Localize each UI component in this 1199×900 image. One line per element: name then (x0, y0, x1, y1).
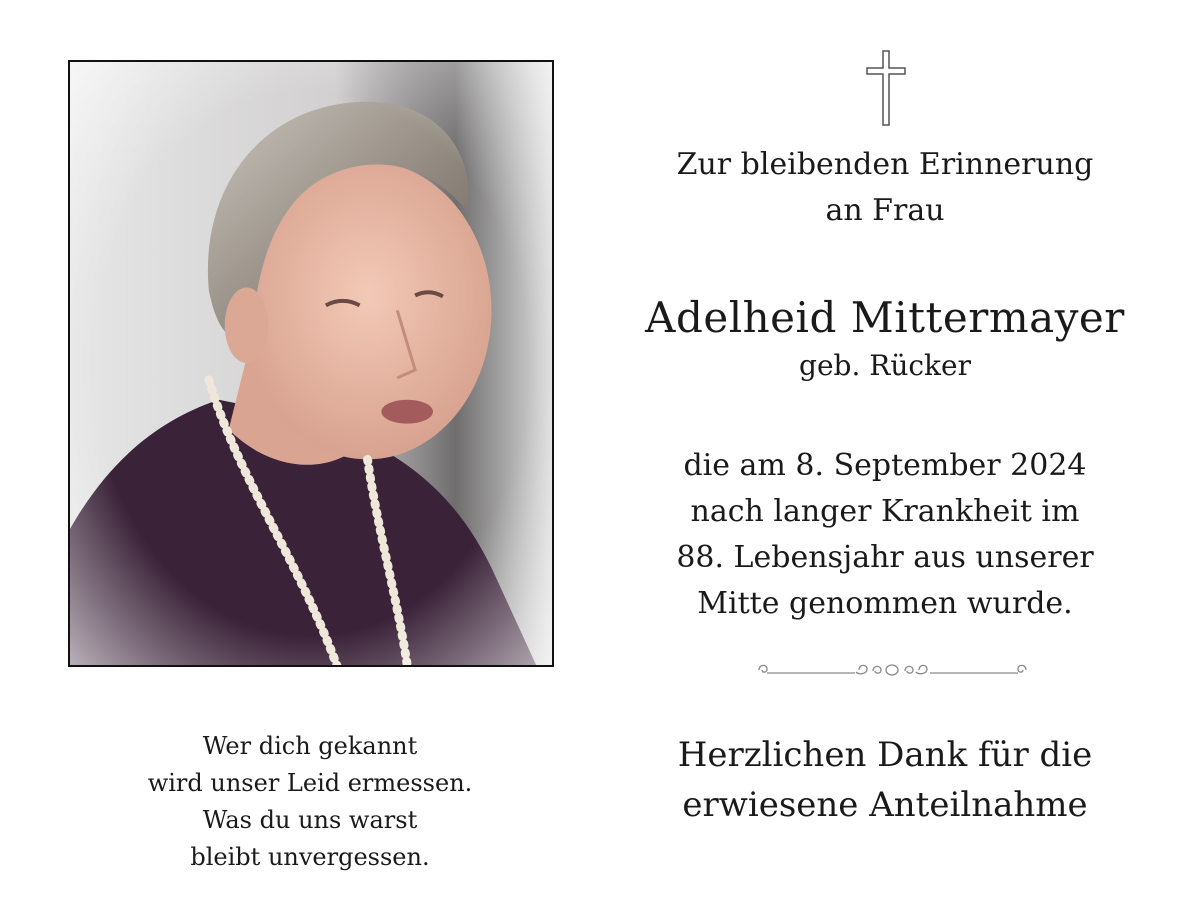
portrait-photo (68, 60, 554, 667)
maiden-name: geb. Rücker (799, 349, 971, 382)
death-line: die am 8. September 2024 (683, 448, 1087, 483)
intro-line: Zur bleibenden Erinnerung (676, 147, 1094, 182)
intro-line: an Frau (825, 193, 945, 228)
thanks-text (620, 730, 1150, 830)
thanks-line: Herzlichen Dank für die (677, 735, 1093, 775)
death-line: nach langer Krankheit im (690, 494, 1080, 529)
death-line: 88. Lebensjahr aus unserer (676, 540, 1094, 575)
deceased-name: Adelheid Mittermayer (645, 293, 1125, 342)
thanks-line: erwiesene Anteilnahme (682, 785, 1088, 825)
death-notice (620, 443, 1150, 627)
cross-icon (866, 50, 906, 126)
intro-text (620, 142, 1150, 234)
poem-line: Was du uns warst (202, 806, 418, 834)
poem-line: bleibt unvergessen. (190, 843, 430, 871)
portrait-image (70, 62, 552, 665)
memorial-poem (140, 728, 480, 876)
ornamental-divider (755, 658, 1030, 682)
poem-line: wird unser Leid ermessen. (147, 769, 473, 797)
death-line: Mitte genommen wurde. (697, 586, 1073, 621)
poem-line: Wer dich gekannt (202, 732, 418, 760)
